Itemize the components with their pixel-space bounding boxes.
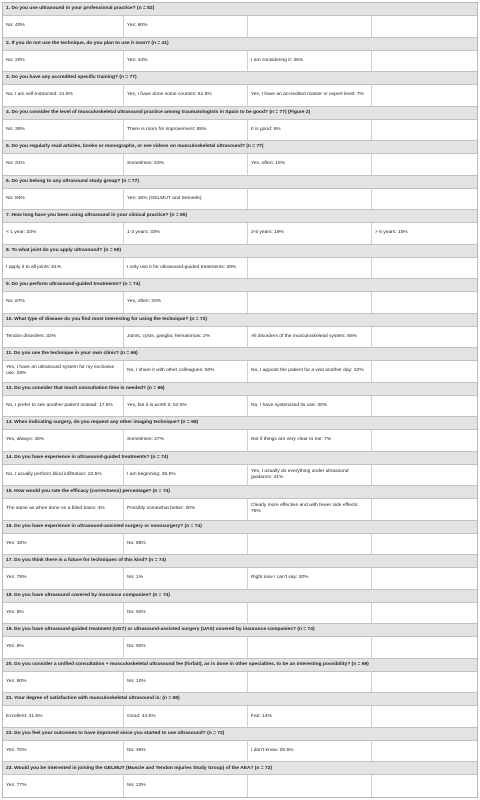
answer-cell: Yes, always: 46% bbox=[3, 430, 124, 451]
answer-cell: No, I prefer to see another patient instead: 17.5% bbox=[3, 396, 124, 417]
question-title: 14. Do you have experience in ultrasound-guided treatments? (n = 74) bbox=[3, 452, 477, 465]
question-title: 4. Do you consider the level of musculoskeletal ultrasound practice among traumatologists in Spain to be good? (n = 77) (Figure 2) bbox=[3, 107, 477, 120]
question-block bbox=[3, 486, 477, 521]
answer-cell: Yes: 77% bbox=[3, 775, 124, 797]
answer-cell: No: 92% bbox=[124, 603, 248, 624]
answer-cell: Yes, often: 33% bbox=[124, 292, 248, 313]
answer-cell bbox=[248, 637, 372, 658]
question-block bbox=[3, 383, 477, 418]
question-title: 8. To what joint do you apply ultrasound? (n = 59) bbox=[3, 245, 477, 258]
question-title: 21. Your degree of satisfaction with musculoskeletal ultrasound is: (n = 68) bbox=[3, 693, 477, 706]
answer-row bbox=[3, 396, 477, 418]
answer-cell bbox=[372, 568, 477, 589]
answer-cell: No, I appoint the patient for a visit another day: 22% bbox=[248, 361, 372, 382]
question-title: 22. Do you feel your outcomes to have improved since you started to use ultrasound? (n = 72) bbox=[3, 728, 477, 741]
question-block bbox=[3, 452, 477, 487]
survey-results-table bbox=[2, 2, 478, 798]
answer-cell: No: 92% bbox=[124, 637, 248, 658]
answer-cell bbox=[248, 775, 372, 797]
answer-cell: No, I have systemized its use: 30% bbox=[248, 396, 372, 417]
answer-cell: Yes, I have an accredited master or expert level: 7% bbox=[248, 85, 372, 106]
question-block bbox=[3, 72, 477, 107]
question-title: 17. Do you think there is a future for techniques of this kind? (n = 74) bbox=[3, 555, 477, 568]
answer-cell bbox=[248, 603, 372, 624]
question-block bbox=[3, 762, 477, 797]
answer-row bbox=[3, 154, 477, 176]
question-block bbox=[3, 693, 477, 728]
answer-cell: No: 23% bbox=[124, 775, 248, 797]
question-block bbox=[3, 728, 477, 763]
answer-cell: Yes: 60% bbox=[124, 16, 248, 37]
question-title: 20. Do you consider a unified consultation + musculoskeletal ultrasound fee (forfait), as is done in other specialties, to be an interesting possibility? (n = 69) bbox=[3, 659, 477, 672]
question-block bbox=[3, 279, 477, 314]
answer-cell bbox=[372, 637, 477, 658]
answer-cell: No: 39% bbox=[3, 120, 124, 141]
answer-cell bbox=[372, 672, 477, 693]
answer-row bbox=[3, 568, 477, 590]
question-block bbox=[3, 107, 477, 142]
answer-row bbox=[3, 223, 477, 245]
question-title: 13. When indicating surgery, do you request any other imaging technique? (n = 68) bbox=[3, 417, 477, 430]
answer-row bbox=[3, 534, 477, 556]
answer-cell: No: 40% bbox=[3, 16, 124, 37]
answer-cell: Yes: 15% bbox=[3, 534, 124, 555]
answer-cell: No, I usually perform blind infiltration: 22.5% bbox=[3, 465, 124, 486]
answer-cell bbox=[372, 292, 477, 313]
answer-cell: Fair: 14% bbox=[248, 706, 372, 727]
question-block bbox=[3, 176, 477, 211]
answer-cell: 3-5 years: 19% bbox=[248, 223, 372, 244]
answer-cell: Sometimes: 53% bbox=[124, 154, 248, 175]
answer-cell: Yes, I have done some courses: 61.5% bbox=[124, 85, 248, 106]
answer-cell: It is good: 6% bbox=[248, 120, 372, 141]
question-title: 5. Do you regularly read articles, books or monographs, or see videos on musculoskeletal ultrasound? (n = 77) bbox=[3, 141, 477, 154]
answer-cell: Sometimes: 47% bbox=[124, 430, 248, 451]
answer-cell: There is room for improvement: 55% bbox=[124, 120, 248, 141]
question-title: 12. Do you consider that much consultation time is needed? (n = 66) bbox=[3, 383, 477, 396]
answer-cell: Not if things are very clear to me: 7% bbox=[248, 430, 372, 451]
answer-cell: Good: 44.5% bbox=[124, 706, 248, 727]
answer-cell bbox=[372, 154, 477, 175]
answer-cell: Right now I can't say: 20% bbox=[248, 568, 372, 589]
answer-cell: Yes: 8% bbox=[3, 637, 124, 658]
answer-cell: No: 31% bbox=[3, 154, 124, 175]
answer-cell bbox=[372, 499, 477, 520]
answer-cell bbox=[248, 189, 372, 210]
answer-cell: I am beginning: 36.5% bbox=[124, 465, 248, 486]
answer-cell: Yes: 70% bbox=[3, 741, 124, 762]
question-block bbox=[3, 141, 477, 176]
answer-cell: No, I am self-instructed: 31.5% bbox=[3, 85, 124, 106]
answer-cell bbox=[372, 85, 477, 106]
question-title: 2. If you do not use the technique, do you plan to use it soon? (n = 41) bbox=[3, 38, 477, 51]
answer-cell: Yes, I have an ultrasound system for my exclusive use: 28% bbox=[3, 361, 124, 382]
answer-cell bbox=[372, 120, 477, 141]
answer-row bbox=[3, 499, 477, 521]
question-block bbox=[3, 348, 477, 383]
answer-row bbox=[3, 85, 477, 107]
answer-cell bbox=[248, 258, 372, 279]
question-block bbox=[3, 590, 477, 625]
answer-cell bbox=[372, 189, 477, 210]
question-block bbox=[3, 521, 477, 556]
question-title: 19. Do you have ultrasound-guided treatment (UGT) or ultrasound-assisted surgery (UAS) covered by insurance companies? (n = 74) bbox=[3, 624, 477, 637]
question-title: 11. Do you use the technique in your own clinic? (n = 66) bbox=[3, 348, 477, 361]
question-block bbox=[3, 245, 477, 280]
answer-row bbox=[3, 706, 477, 728]
answer-cell bbox=[372, 396, 477, 417]
question-block bbox=[3, 314, 477, 349]
answer-cell bbox=[372, 465, 477, 486]
answer-cell: All disorders of the musculoskeletal system: 66% bbox=[248, 327, 372, 348]
answer-cell: No: 45% bbox=[124, 741, 248, 762]
answer-row bbox=[3, 327, 477, 349]
answer-row bbox=[3, 361, 477, 383]
answer-cell bbox=[248, 16, 372, 37]
answer-row bbox=[3, 51, 477, 73]
question-title: 10. What type of disease do you find most interesting for using the technique? (n = 72) bbox=[3, 314, 477, 327]
answer-row bbox=[3, 637, 477, 659]
answer-cell bbox=[372, 258, 477, 279]
answer-cell: 1-3 years: 33% bbox=[124, 223, 248, 244]
answer-row bbox=[3, 775, 477, 797]
question-title: 15. How would you rate the efficacy (correctness) percentage? (n = 74) bbox=[3, 486, 477, 499]
answer-cell bbox=[248, 672, 372, 693]
question-title: 6. Do you belong to any ultrasound study group? (n = 77) bbox=[3, 176, 477, 189]
answer-cell: Yes: 90% bbox=[3, 672, 124, 693]
answer-cell: No: 85% bbox=[124, 534, 248, 555]
answer-cell bbox=[372, 603, 477, 624]
answer-row bbox=[3, 189, 477, 211]
answer-row bbox=[3, 741, 477, 763]
question-block bbox=[3, 417, 477, 452]
answer-row bbox=[3, 292, 477, 314]
answer-cell bbox=[372, 534, 477, 555]
answer-cell: Yes: 16% (GELMUT and Semede) bbox=[124, 189, 248, 210]
answer-cell: Yes: 44% bbox=[124, 51, 248, 72]
question-title: 1. Do you use ultrasound in your professional practice? (n = 82) bbox=[3, 3, 477, 16]
question-block bbox=[3, 3, 477, 38]
answer-cell: No: 1% bbox=[124, 568, 248, 589]
answer-cell: I don't know: 25.5% bbox=[248, 741, 372, 762]
answer-row bbox=[3, 465, 477, 487]
question-title: 18. Do you have ultrasound covered by insurance companies? (n = 74) bbox=[3, 590, 477, 603]
question-title: 16. Do you have experience in ultrasound-assisted surgery or sonosurgery? (n = 74) bbox=[3, 521, 477, 534]
answer-cell: No: 67% bbox=[3, 292, 124, 313]
answer-cell: No: 10% bbox=[124, 672, 248, 693]
answer-row bbox=[3, 603, 477, 625]
question-title: 7. How long have you been using ultrasound in your clinical practice? (n = 65) bbox=[3, 210, 477, 223]
answer-cell: < 1 year: 33% bbox=[3, 223, 124, 244]
answer-cell: Yes: 79% bbox=[3, 568, 124, 589]
question-title: 9. Do you perform ultrasound-guided treatments? (n = 74) bbox=[3, 279, 477, 292]
answer-cell: Tendon disorders: 32% bbox=[3, 327, 124, 348]
answer-cell bbox=[372, 327, 477, 348]
question-title: 23. Would you be interested in joining the GELMUT (Muscle and Tendon Injuries Study Group) of the AEA? (n = 72) bbox=[3, 762, 477, 775]
answer-row bbox=[3, 672, 477, 694]
answer-cell: The same as when done on a blind basis: 4% bbox=[3, 499, 124, 520]
answer-cell: I apply it to all joints: 61% bbox=[3, 258, 124, 279]
answer-cell bbox=[372, 706, 477, 727]
question-block bbox=[3, 38, 477, 73]
answer-cell bbox=[372, 430, 477, 451]
answer-row bbox=[3, 430, 477, 452]
answer-cell: > 5 years: 15% bbox=[375, 230, 408, 236]
answer-cell bbox=[372, 775, 477, 797]
answer-cell: No, I share it with other colleagues: 50% bbox=[124, 361, 248, 382]
answer-cell: I only use it for ultrasound-guided treatments: 39% bbox=[124, 258, 248, 279]
answer-cell: I am considering it: 36% bbox=[248, 51, 372, 72]
question-title: 3. Do you have any accredited specific training? (n = 77) bbox=[3, 72, 477, 85]
answer-cell: Yes: 8% bbox=[3, 603, 124, 624]
answer-cell: Yes, often: 16% bbox=[248, 154, 372, 175]
answer-cell: Yes, but it is worth it: 52.5% bbox=[124, 396, 248, 417]
question-block bbox=[3, 210, 477, 245]
question-block bbox=[3, 659, 477, 694]
answer-cell bbox=[372, 51, 477, 72]
answer-cell bbox=[248, 534, 372, 555]
answer-cell bbox=[372, 361, 477, 382]
answer-cell bbox=[372, 16, 477, 37]
answer-row bbox=[3, 120, 477, 142]
answer-cell: Joints, cysts, ganglia, hematomas: 2% bbox=[124, 327, 248, 348]
question-block bbox=[3, 555, 477, 590]
answer-cell: Excellent: 41.5% bbox=[3, 706, 124, 727]
question-block bbox=[3, 624, 477, 659]
answer-cell: Yes, I usually do everything under ultrasound guidance: 41% bbox=[248, 465, 372, 486]
answer-cell bbox=[372, 741, 477, 762]
answer-cell: No: 20% bbox=[3, 51, 124, 72]
answer-cell: Clearly more effective and with fewer side effects: 76% bbox=[248, 499, 372, 520]
answer-cell: No: 84% bbox=[3, 189, 124, 210]
answer-row bbox=[3, 258, 477, 280]
answer-row bbox=[3, 16, 477, 38]
answer-cell: Possibly somewhat better: 20% bbox=[124, 499, 248, 520]
answer-cell bbox=[248, 292, 372, 313]
